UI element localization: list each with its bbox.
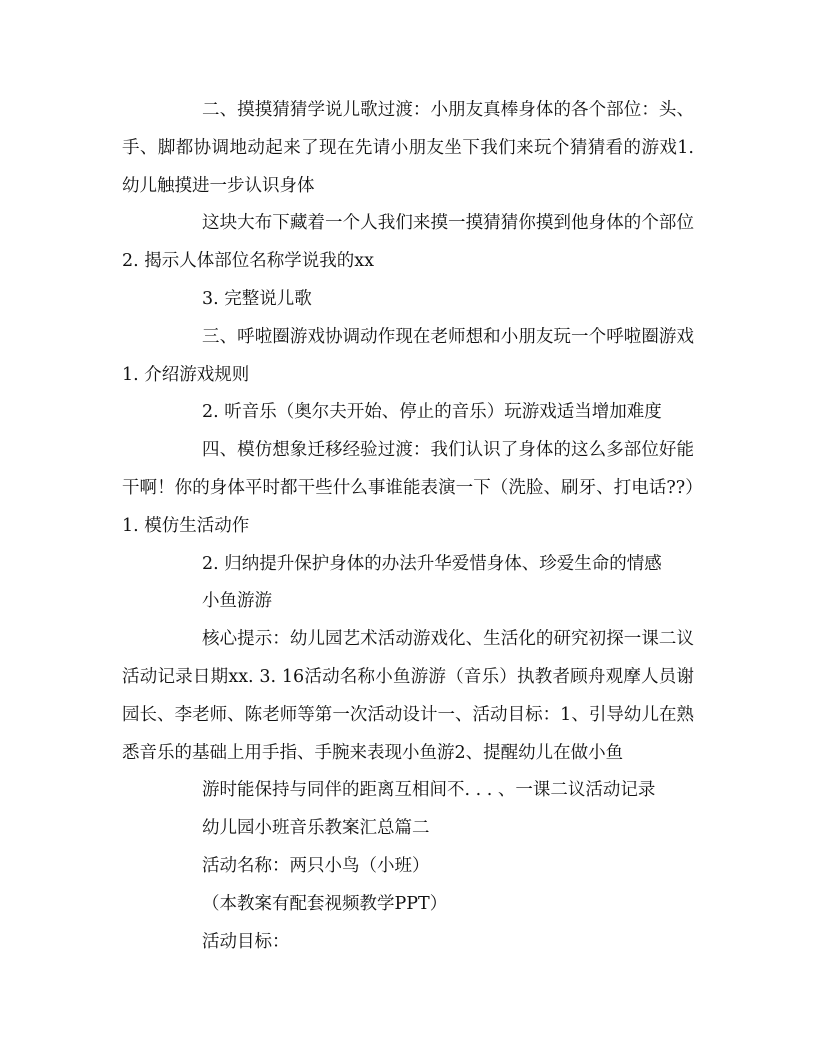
paragraph-full-rhyme: 3. 完整说儿歌 [202, 288, 312, 309]
activity-name: 活动名称：两只小鸟（小班） [202, 855, 430, 876]
paragraph-activity-three: 三、呼啦圈游戏协调动作现在老师想和小朋友玩一个呼啦圈游戏1. 介绍游戏规则 [122, 326, 694, 385]
paragraph-activity-four: 四、模仿想象迁移经验过渡：我们认识了身体的这么多部位好能干啊！你的身体平时都干些什么事谁能表演一下（洗脸、刷牙、打电话??）1. 模仿生活动作 [122, 440, 694, 536]
paragraph-activity-two: 二、摸摸猜猜学说儿歌过渡：小朋友真棒身体的各个部位：头、手、脚都协调地动起来了现在先请小朋友坐下我们来玩个猜猜看的游戏1. 幼儿触摸进一步认识身体 [122, 100, 694, 196]
section-title-little-fish: 小鱼游游 [202, 591, 272, 612]
document-body [122, 92, 694, 961]
paragraph-fish-distance: 游时能保持与同伴的距离互相间不. . . 、一课二议活动记录 [202, 780, 656, 801]
video-ppt-note: （本教案有配套视频教学PPT） [202, 893, 448, 914]
paragraph-core-tips: 核心提示：幼儿园艺术活动游戏化、生活化的研究初探一课二议活动记录日期xx. 3. 16活动名称小鱼游游（音乐）执教者顾舟观摩人员谢园长、李老师、陈老师等第一次活动设计一、活动目标：1、引导幼儿在熟悉音乐的基础上用手指、手腕来表现小鱼游2、提醒幼儿在做小鱼 [122, 629, 694, 763]
heading-lesson-plan-two: 幼儿园小班音乐教案汇总篇二 [202, 818, 430, 839]
activity-goals-label: 活动目标： [202, 931, 290, 952]
paragraph-cloth-guess: 这块大布下藏着一个人我们来摸一摸猜猜你摸到他身体的个部位2. 揭示人体部位名称学说我的xx [122, 213, 694, 272]
paragraph-music-game: 2. 听音乐（奥尔夫开始、停止的音乐）玩游戏适当增加难度 [202, 402, 662, 423]
paragraph-protect-body: 2. 归纳提升保护身体的办法升华爱惜身体、珍爱生命的情感 [202, 553, 662, 574]
